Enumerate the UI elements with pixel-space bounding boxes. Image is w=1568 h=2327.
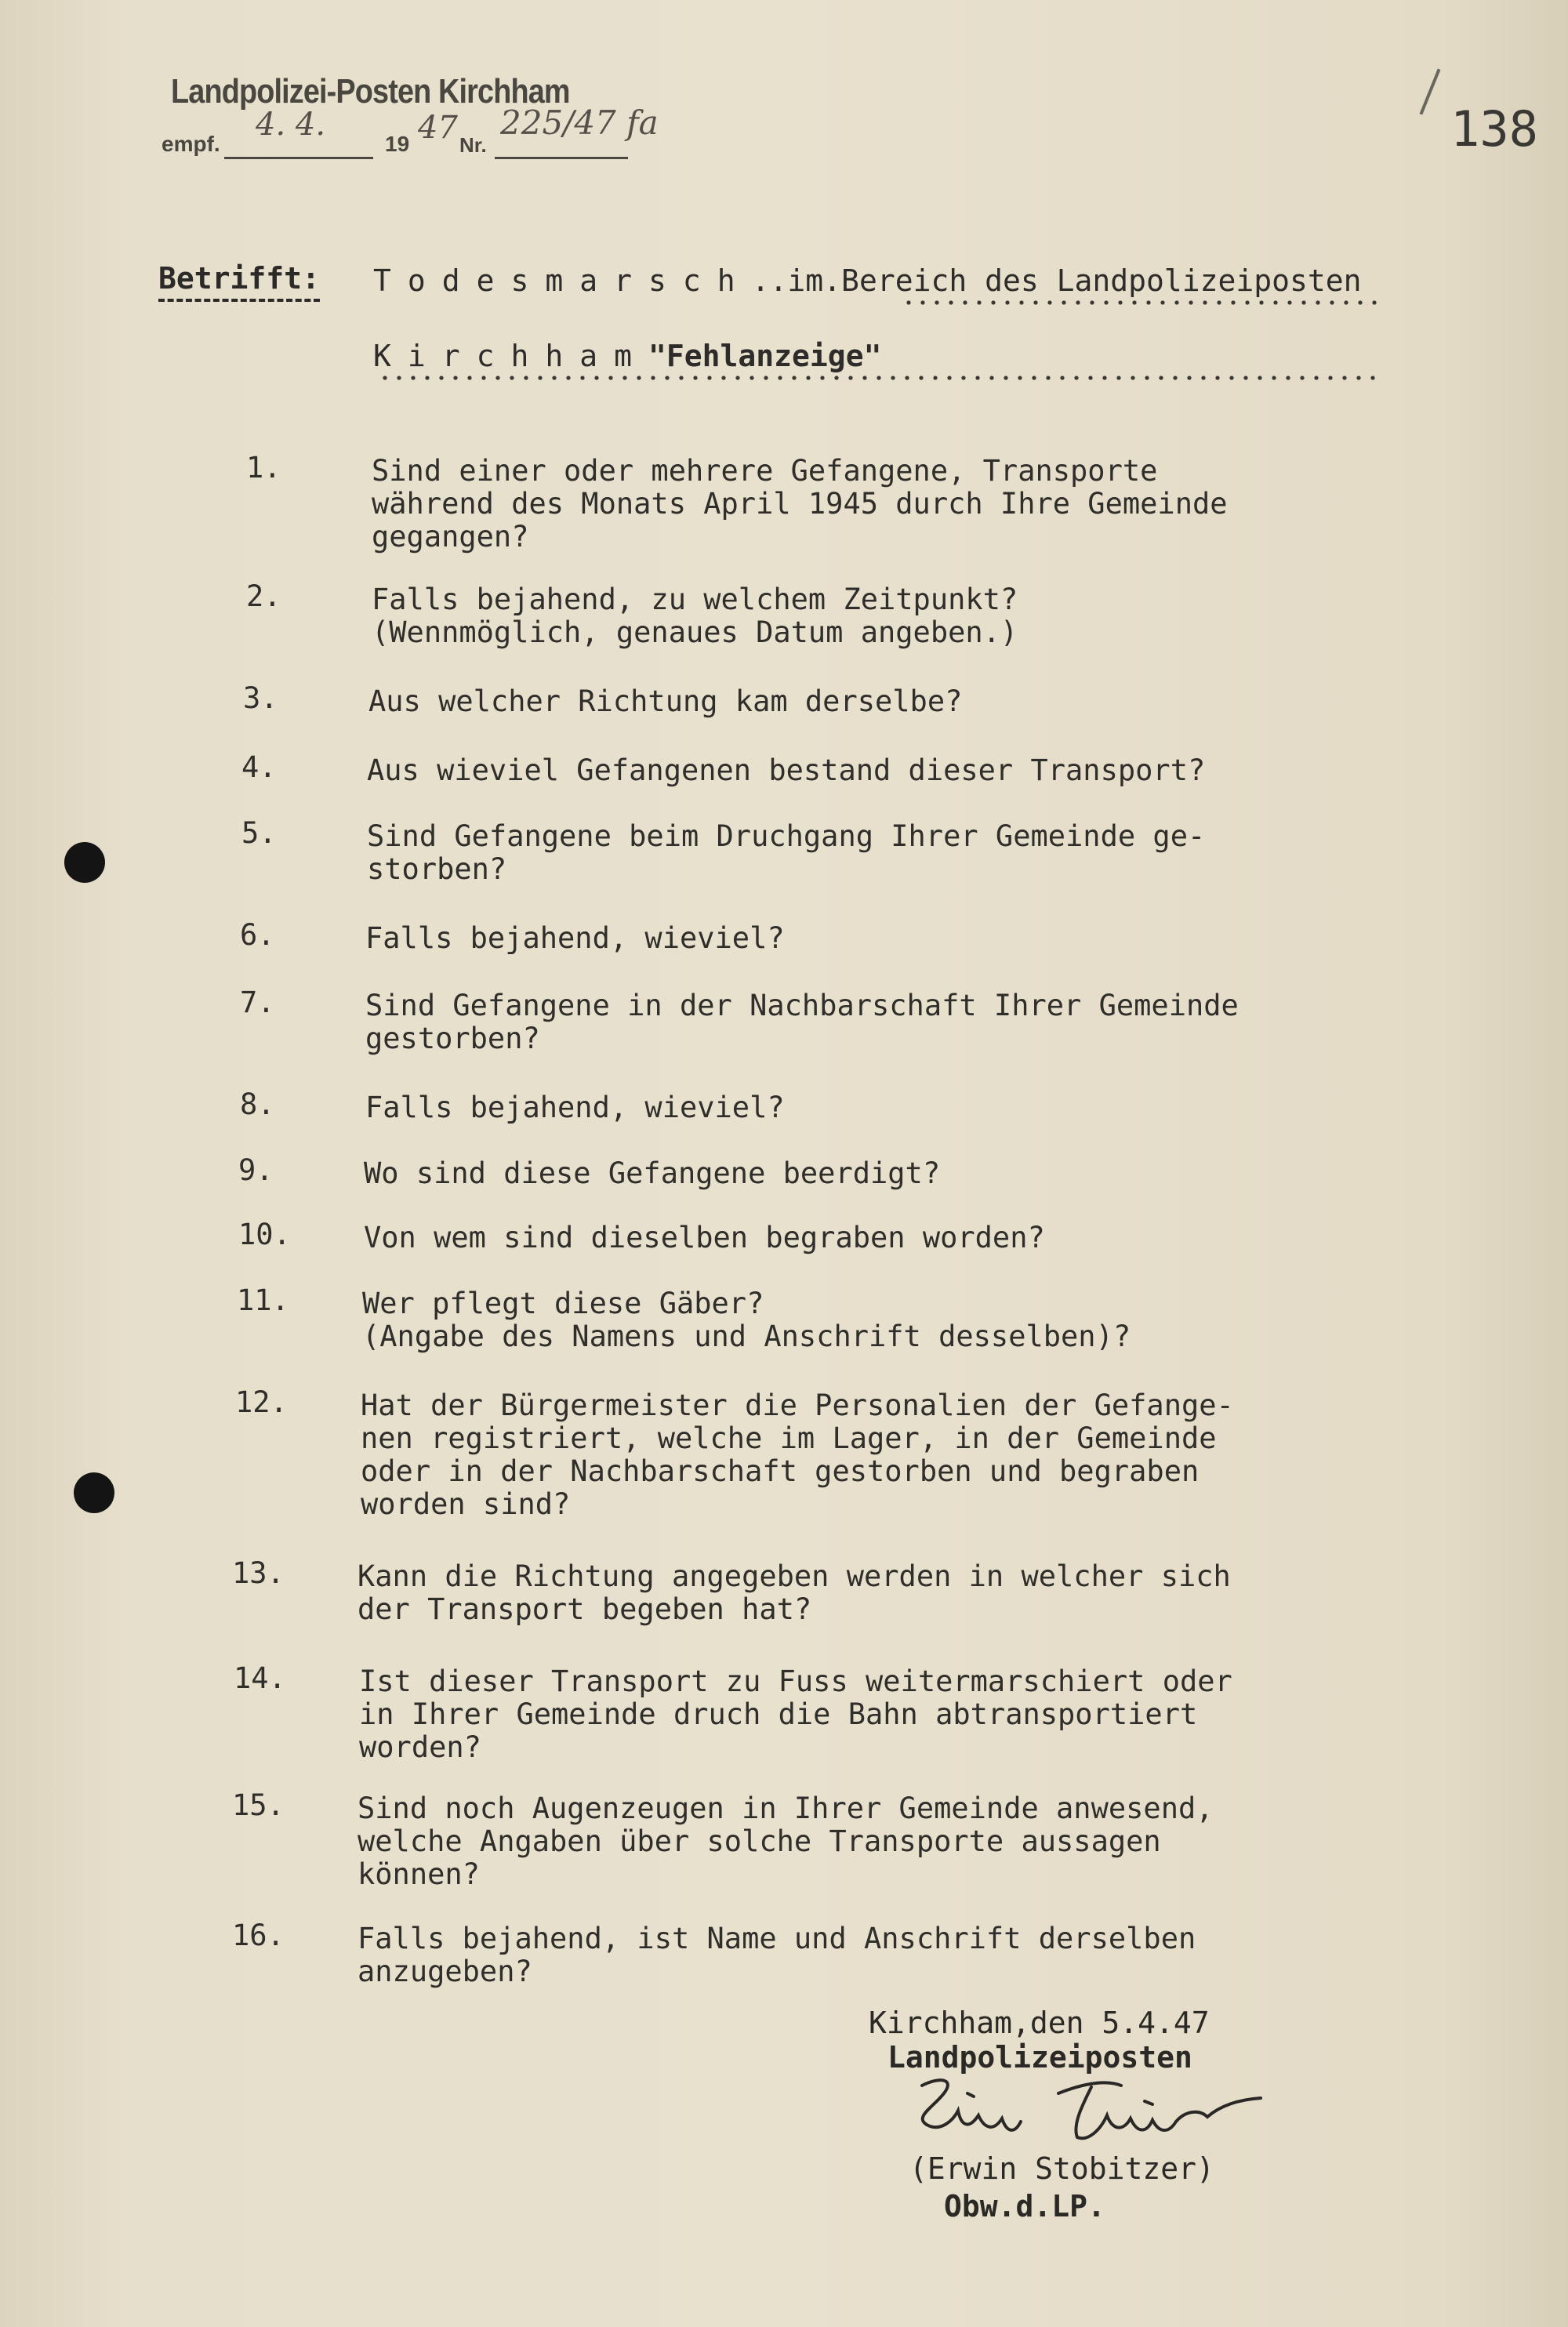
question-text-line: Falls bejahend, wieviel? [365, 921, 785, 955]
number-label: Nr. [459, 133, 487, 157]
question-text-line: gestorben? [365, 1022, 540, 1055]
subject-spaced-word: Todesmarsch [373, 263, 752, 298]
question-text-line: können? [358, 1857, 480, 1891]
subject-dotted-rule-2 [378, 375, 1380, 381]
question-number: 15. [232, 1788, 285, 1822]
question-number: 16. [232, 1919, 285, 1952]
question-item [240, 986, 1239, 1055]
question-number: 2. [246, 579, 281, 613]
question-number: 6. [240, 918, 275, 952]
question-item [246, 579, 1018, 649]
question-text-line: nen registriert, welche im Lager, in der Gemeinde [361, 1421, 1217, 1455]
question-text-line: worden sind? [361, 1487, 571, 1521]
question-text-line: Von wem sind dieselben begraben worden? [364, 1221, 1045, 1254]
question-item [241, 816, 1206, 886]
question-text-line: (Wennmöglich, genaues Datum angeben.) [372, 615, 1018, 649]
date-rule [224, 157, 373, 159]
subject-line-2 [373, 339, 881, 373]
question-number: 8. [240, 1087, 275, 1121]
question-text-line: Aus wieviel Gefangenen bestand dieser Transport? [367, 753, 1206, 787]
question-number: 9. [238, 1153, 274, 1187]
question-number: 1. [246, 451, 281, 485]
question-item [232, 1788, 1214, 1891]
question-item [246, 451, 1228, 554]
question-number: 12. [235, 1385, 288, 1419]
question-item [234, 1661, 1232, 1764]
question-item [240, 918, 785, 955]
place-date: Kirchham,den 5.4.47 [869, 2006, 1210, 2040]
question-text-line: in Ihrer Gemeinde druch die Bahn abtransportiert [359, 1697, 1198, 1731]
question-text-line: Falls bejahend, zu welchem Zeitpunkt? [372, 583, 1018, 616]
question-number: 5. [241, 816, 277, 850]
question-text-line: Wer pflegt diese Gäber? [362, 1287, 764, 1320]
year-prefix: 19 [385, 132, 410, 156]
office-stamp: Landpolizei-Posten Kirchham [171, 72, 570, 111]
question-text-line: Aus welcher Richtung kam derselbe? [368, 684, 963, 718]
received-label: empf. [162, 132, 220, 156]
number-handwritten: 225/47 fa [500, 103, 659, 142]
question-text-line: gegangen? [372, 520, 529, 554]
question-item [237, 1283, 1131, 1353]
question-number: 3. [243, 681, 278, 715]
question-text-line: storben? [367, 852, 507, 886]
question-text-line: der Transport begeben hat? [358, 1592, 812, 1626]
question-item [238, 1218, 1045, 1254]
year-handwritten: 47 [418, 110, 458, 146]
question-number: 13. [232, 1556, 285, 1590]
question-text-line: Sind einer oder mehrere Gefangene, Transporte [372, 454, 1158, 488]
question-text-line: Hat der Bürgermeister die Personalien der Gefange- [361, 1389, 1234, 1422]
question-item [235, 1385, 1234, 1521]
question-item [240, 1087, 785, 1124]
number-rule [495, 157, 628, 159]
question-text-line: während des Monats April 1945 durch Ihre Gemeinde [372, 487, 1228, 521]
subject-spaced-place: Kirchham [373, 339, 649, 373]
subject-line-1 [373, 263, 1362, 298]
punch-hole-upper [64, 842, 105, 883]
question-text-line: Sind noch Augenzeugen in Ihrer Gemeinde anwesend, [358, 1792, 1214, 1825]
closing-office: Landpolizeiposten [887, 2040, 1192, 2075]
question-item [232, 1556, 1231, 1626]
question-item [232, 1919, 1196, 1988]
question-text-line: Ist dieser Transport zu Fuss weitermarschiert oder [359, 1664, 1232, 1698]
question-text-line: Falls bejahend, ist Name und Anschrift derselben [358, 1922, 1196, 1955]
question-text-line: Wo sind diese Gefangene beerdigt? [364, 1156, 941, 1190]
question-number: 14. [234, 1661, 286, 1695]
handwritten-signature [909, 2070, 1270, 2156]
subject-remark: "Fehlanzeige" [648, 339, 882, 373]
question-text-line: anzugeben? [358, 1955, 532, 1988]
question-number: 4. [241, 750, 277, 784]
signatory-rank: Obw.d.LP. [944, 2189, 1105, 2224]
question-text-line: (Angabe des Namens und Anschrift desselben)? [362, 1320, 1131, 1353]
subject-label: Betrifft: [158, 261, 320, 296]
question-text-line: Sind Gefangene in der Nachbarschaft Ihrer Gemeinde [365, 989, 1239, 1022]
question-item [238, 1153, 941, 1190]
subject-dotted-rule [902, 299, 1380, 306]
question-text-line: oder in der Nachbarschaft gestorben und begraben [361, 1454, 1200, 1488]
question-number: 10. [238, 1218, 291, 1251]
question-text-line: Kann die Richtung angegeben werden in welcher sich [358, 1559, 1231, 1593]
question-number: 7. [240, 986, 275, 1019]
page-number: 138 [1450, 100, 1538, 158]
signature-name: (Erwin Stobitzer) [909, 2151, 1214, 2186]
question-text-line: Sind Gefangene beim Druchgang Ihrer Gemeinde ge- [367, 819, 1206, 853]
question-item [241, 750, 1206, 787]
punch-hole-lower [74, 1472, 114, 1513]
question-text-line: welche Angaben über solche Transporte aussagen [358, 1824, 1161, 1858]
page-tick-mark [1420, 69, 1441, 115]
question-number: 11. [237, 1283, 289, 1317]
received-date: 4. 4. [256, 107, 326, 143]
question-item [243, 681, 963, 718]
subject-rest: ..im.Bereich des Landpolizeiposten [751, 263, 1362, 298]
question-text-line: worden? [359, 1730, 481, 1764]
question-text-line: Falls bejahend, wieviel? [365, 1091, 785, 1124]
